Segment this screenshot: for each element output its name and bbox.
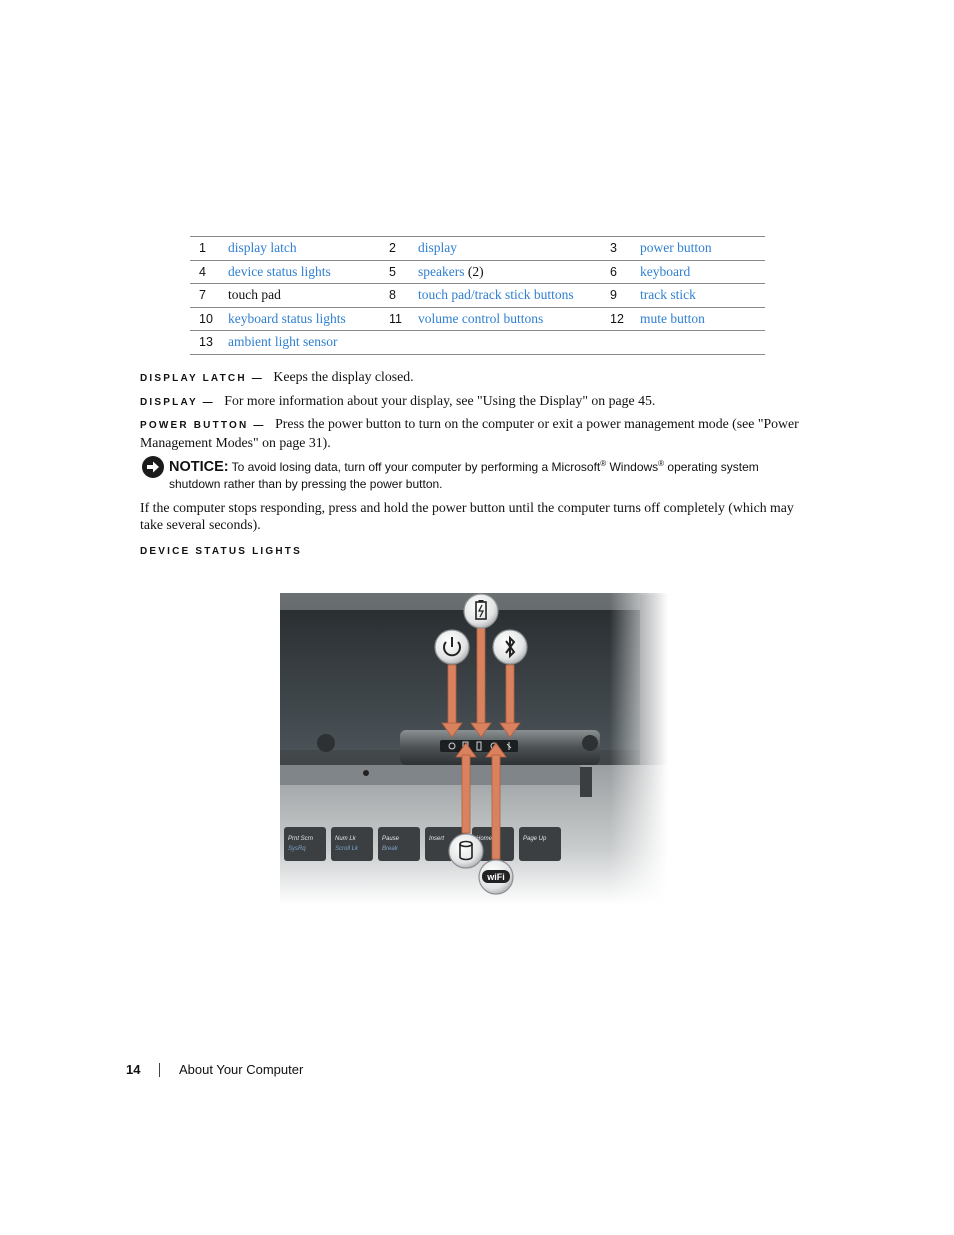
display-text: For more information about your display, see "Using the Display" on page 45. — [224, 393, 656, 408]
chapter-title: About Your Computer — [179, 1062, 304, 1077]
callout-link[interactable]: track stick — [640, 287, 696, 303]
callout-label-cell — [228, 237, 380, 261]
power-button-term: POWER BUTTON — — [140, 420, 266, 431]
wifi-light-icon — [479, 860, 513, 894]
callout-label-cell — [418, 260, 601, 284]
notice-text-a: To avoid losing data, turn off your computer by performing a Microsoft — [231, 460, 601, 474]
callout-number: 4 — [190, 260, 228, 284]
callout-number: 2 — [380, 237, 418, 261]
table-row — [190, 260, 765, 284]
power-button-text: Press the power button to turn on the computer or exit a power management mode (see "Power Management Modes" on page 31). — [140, 416, 799, 450]
table-row — [190, 307, 765, 331]
callout-number — [380, 331, 418, 355]
device-status-heading — [140, 541, 812, 560]
registered-mark-1: ® — [600, 459, 607, 468]
notice-body — [169, 455, 819, 493]
callout-number: 12 — [601, 307, 640, 331]
callout-number: 13 — [190, 331, 228, 355]
callout-number: 5 — [380, 260, 418, 284]
display-latch-term: DISPLAY LATCH — — [140, 373, 264, 384]
table-row — [190, 331, 765, 355]
callout-link[interactable]: volume control buttons — [418, 310, 544, 326]
bluetooth-light-icon — [493, 630, 527, 664]
callout-label-cell — [228, 284, 380, 308]
callout-number: 7 — [190, 284, 228, 308]
callout-link[interactable]: ambient light sensor — [228, 334, 338, 350]
callout-label-cell — [418, 331, 601, 355]
callout-label-cell — [418, 307, 601, 331]
display-description — [140, 392, 812, 411]
device-status-lights-illustration — [280, 585, 668, 905]
unresponsive-paragraph: If the computer stops responding, press and hold the power button until the computer turns off completely (which may take several seconds). — [140, 500, 794, 532]
table-row — [190, 237, 765, 261]
callout-number: 9 — [601, 284, 640, 308]
callout-label-cell — [228, 260, 380, 284]
callout-number — [601, 331, 640, 355]
callout-link[interactable]: device status lights — [228, 263, 331, 279]
notice-label: NOTICE: — [169, 459, 229, 475]
footer-separator — [159, 1063, 160, 1077]
callout-number: 1 — [190, 237, 228, 261]
callout-link[interactable]: display latch — [228, 240, 297, 256]
battery-light-icon — [464, 594, 498, 628]
callout-number: 8 — [380, 284, 418, 308]
display-latch-description — [140, 368, 812, 387]
callout-number: 10 — [190, 307, 228, 331]
callout-number: 11 — [380, 307, 418, 331]
page-number: 14 — [126, 1062, 141, 1077]
display-term: DISPLAY — — [140, 397, 215, 408]
callout-link[interactable]: display — [418, 240, 457, 256]
display-latch-text: Keeps the display closed. — [273, 369, 414, 384]
callout-link[interactable]: power button — [640, 240, 712, 256]
registered-mark-2: ® — [658, 459, 665, 468]
callout-label-cell — [228, 307, 380, 331]
hard-drive-light-icon — [449, 834, 483, 868]
notice-text-c: operating system — [664, 460, 759, 474]
callout-label-cell — [418, 284, 601, 308]
callout-label-cell — [418, 237, 601, 261]
callout-label: touch pad — [228, 287, 281, 303]
callout-link[interactable]: mute button — [640, 310, 705, 326]
callout-table-body — [190, 237, 765, 355]
callout-label-cell — [228, 331, 380, 355]
callout-number: 3 — [601, 237, 640, 261]
callout-number: 6 — [601, 260, 640, 284]
wifi-label: wiFi — [487, 872, 505, 882]
callout-label-cell — [640, 284, 765, 308]
callout-link[interactable]: touch pad/track stick buttons — [418, 287, 574, 303]
notice-text-line2: shutdown rather than by pressing the power button. — [169, 477, 443, 491]
callout-label-cell — [640, 331, 765, 355]
table-row — [190, 284, 765, 308]
callout-link[interactable]: keyboard — [640, 263, 691, 279]
notice-text-b: Windows — [606, 460, 659, 474]
callout-label-cell — [640, 237, 765, 261]
notice-arrow-icon — [142, 456, 164, 478]
callout-label-suffix: (2) — [464, 263, 484, 279]
power-button-description — [140, 415, 812, 451]
callout-link[interactable]: speakers — [418, 263, 465, 279]
device-status-heading-text: DEVICE STATUS LIGHTS — [140, 546, 302, 557]
callout-link[interactable]: keyboard status lights — [228, 310, 346, 326]
callout-label-cell — [640, 307, 765, 331]
callout-table — [190, 236, 765, 355]
callout-label-cell — [640, 260, 765, 284]
power-light-icon — [435, 630, 469, 664]
